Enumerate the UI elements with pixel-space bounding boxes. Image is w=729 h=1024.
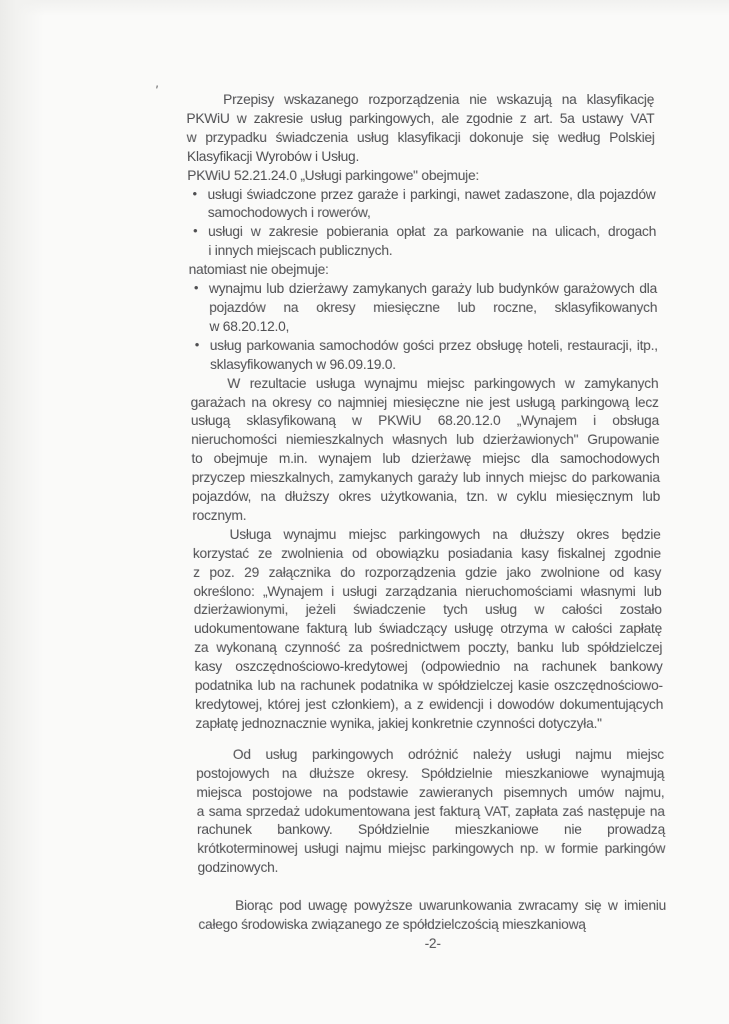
- bullet-icon: •: [192, 185, 197, 201]
- text-line: całego środowiska związanego ze spółdzielczością mieszkaniową: [198, 917, 586, 933]
- line-group: [198, 897, 667, 935]
- text-line: przyczep mieszkalnych, zamykanych garaży lub innych miejsc do parkowania: [191, 470, 660, 486]
- line-group: [189, 261, 657, 280]
- text-line: postojowych na dłuższe okresy. Spółdzielnie mieszkaniowe wynajmują: [196, 765, 665, 781]
- text-line: zapłatę jednoznacznie wynika, jakiej konkretnie czynności dotyczyła.": [195, 715, 602, 731]
- bullet-item: [187, 186, 656, 224]
- text-line: garażach na okresy co najmniej miesięczne nie jest usługą parkingową lecz: [190, 394, 659, 410]
- text-line: rachunek bankowy. Spółdzielnie mieszkaniowe nie prowadzą: [196, 822, 666, 838]
- paragraph: [192, 526, 663, 734]
- bullet-icon: •: [194, 336, 200, 352]
- text-line: pojazdów na okresy miesięczne lub roczne, sklasyfikowanych: [209, 299, 658, 315]
- text-line: z poz. 29 załącznika do rozporządzenia gdzie jako zwolnione od kasy: [193, 564, 662, 580]
- paragraph: [190, 375, 660, 526]
- line-group: [199, 935, 667, 954]
- text-line: miejsca postojowe na podstawie zawieranych pisemnych umów najmu,: [196, 784, 665, 800]
- text-line: kasy oszczędnościowo-kredytowej (odpowiednio na rachunek bankowy: [194, 659, 663, 675]
- text-line: w 68.20.12.0,: [209, 318, 290, 334]
- line-group: [209, 280, 658, 337]
- bullet-icon: •: [193, 280, 199, 296]
- document-body: [186, 91, 667, 954]
- line-group: [208, 223, 657, 261]
- text-line: i innych miejscach publicznych.: [208, 243, 393, 259]
- bullet-item: [188, 223, 657, 261]
- text-line: pojazdów, na dłuższy okres użytkowania, tzn. w cyklu miesięcznym lub: [191, 489, 661, 505]
- text-line: krótkoterminowej usługi najmu miejsc parkingowych np. w formie parkingów: [197, 841, 666, 857]
- text-line: godzinowych.: [197, 860, 279, 876]
- page-number: -2-: [424, 935, 441, 951]
- text-line: wynajmu lub dzierżawy zamykanych garaży lub budynków garażowych dla: [208, 281, 658, 297]
- bullet-item: [189, 280, 658, 337]
- paragraph: [196, 746, 666, 878]
- text-line: udokumentowane fakturą lub świadczący usługę otrzyma w całości zapłatę: [193, 621, 663, 637]
- text-line: Przepisy wskazanego rozporządzenia nie wskazują na klasyfikację: [223, 92, 655, 107]
- text-line: za wykonaną czynność za pośrednictwem poczty, banku lub spółdzielczej: [194, 640, 663, 656]
- bullet-item: [190, 337, 659, 375]
- paragraph: [198, 897, 667, 935]
- text-line: nieruchomości niemieszkalnych własnych lub dzierżawionych" Grupowanie: [191, 432, 660, 448]
- text-line: Klasyfikacji Wyrobów i Usług.: [186, 148, 360, 164]
- text-line: usługi w zakresie pobierania opłat za parkowanie na ulicach, drogach: [207, 224, 657, 240]
- page-number: [199, 935, 667, 954]
- text-line: PKWiU w zakresie usług parkingowych, ale zgodnie z art. 5a ustawy VAT: [186, 110, 655, 126]
- stray-scan-mark: ': [153, 81, 160, 99]
- text-line: dzierżawionymi, jeżeli świadczenie tych usług w całości zostało: [193, 602, 662, 618]
- text-line: w przypadku świadczenia usług klasyfikacji dokonuje się według Polskiej: [186, 129, 655, 145]
- text-line: a sama sprzedaż udokumentowana jest fakturą VAT, zapłata zaś następuje na: [196, 803, 665, 819]
- text-line: kredytowej, której jest członkiem), a z ewidencji i dowodów dokumentujących: [194, 697, 664, 712]
- text-line: natomiast nie obejmuje:: [188, 262, 329, 278]
- line-group: [187, 167, 655, 186]
- text-line: sklasyfikowanych w 96.09.19.0.: [209, 356, 396, 372]
- text-line: usług parkowania samochodów gości przez obsługę hoteli, restauracji, itp.,: [209, 337, 658, 353]
- text-line: to obejmuje m.in. wynajem lub dzierżawę miejsc dla samochodowych: [191, 451, 660, 467]
- paragraph-gap: [196, 734, 664, 746]
- text-line: Biorąc pod uwagę powyższe uwarunkowania zwracamy się w imieniu: [234, 898, 667, 914]
- text-line: rocznym.: [192, 507, 247, 523]
- text-line: podatnika lub na rachunek podatnika w spółdzielczej kasie oszczędnościowo-: [194, 678, 663, 694]
- paragraph-gap: [198, 878, 666, 897]
- text-line: korzystać ze zwolnienia od obowiązku posiadania kasy fiskalnej zgodnie: [192, 545, 661, 561]
- bullet-icon: •: [192, 223, 198, 239]
- text-line: PKWiU 52.21.24.0 „Usługi parkingowe" obejmuje:: [187, 167, 480, 183]
- line-group: [207, 186, 656, 224]
- text-line: W rezultacie usługa wynajmu miejsc parkingowych w zamykanych: [227, 375, 659, 391]
- paragraph: [189, 261, 657, 280]
- text-line: samochodowych i rowerów,: [207, 205, 371, 221]
- text-line: usługi świadczone przez garaże i parkingi, nawet zadaszone, dla pojazdów: [207, 186, 656, 202]
- text-line: usługą sklasyfikowaną w PKWiU 68.20.12.0 „Wynajem i obsługa: [190, 413, 660, 429]
- text-line: określono: „Wynajem i usługi zarządzania nieruchomościami własnymi lub: [193, 583, 662, 599]
- line-group: [192, 526, 663, 734]
- line-group: [190, 375, 660, 526]
- line-group: [186, 91, 655, 167]
- line-group: [210, 337, 659, 375]
- text-line: Usługa wynajmu miejsc parkingowych na dłuższy okres będzie: [229, 526, 661, 542]
- line-group: [196, 746, 666, 878]
- paragraph: [187, 167, 655, 186]
- text-line: Od usług parkingowych odróżnić należy usługi najmu miejsc: [232, 746, 664, 762]
- paragraph: [186, 91, 655, 167]
